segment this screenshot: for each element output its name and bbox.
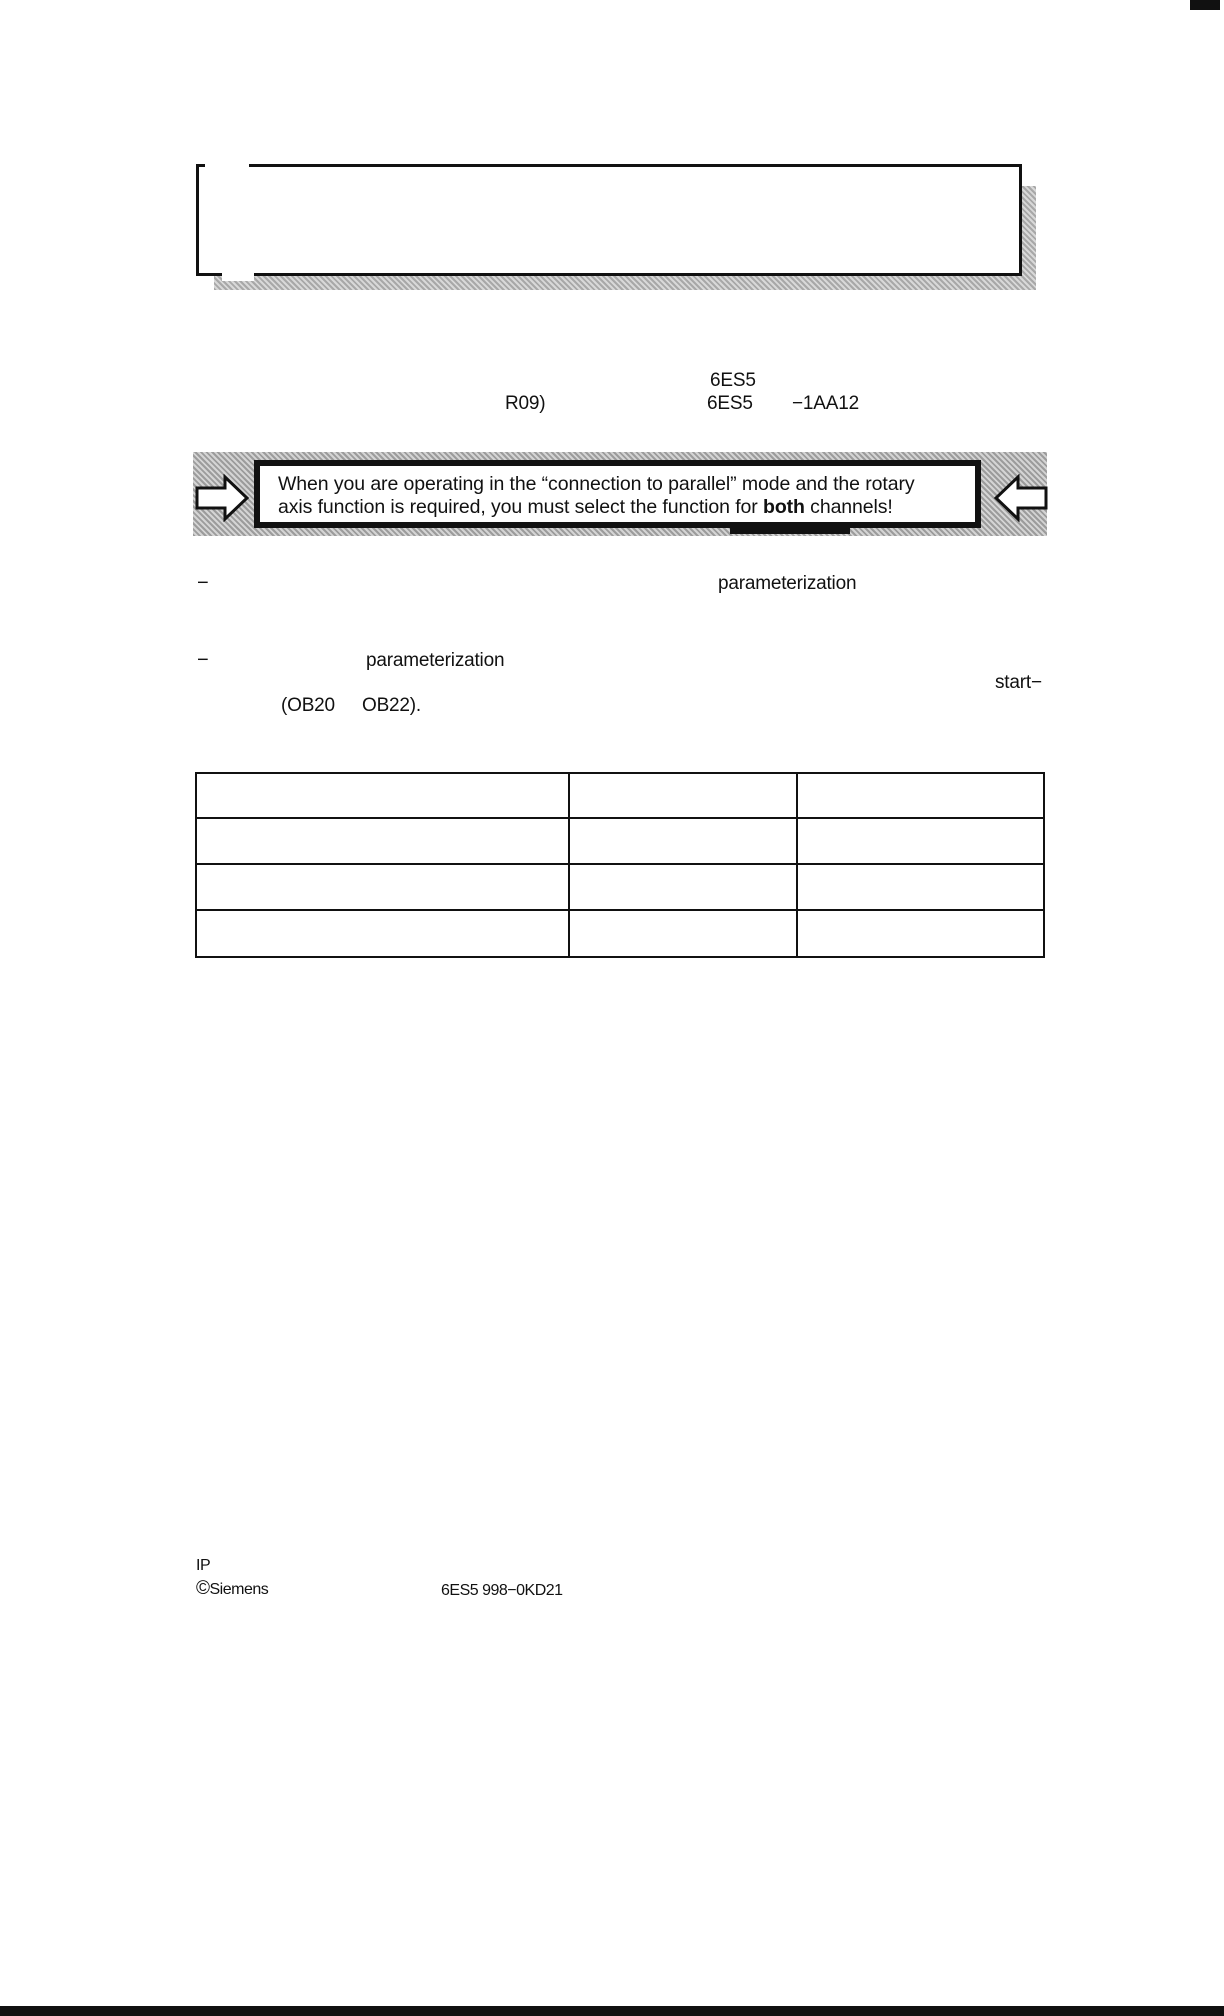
table-cell [569, 910, 797, 957]
parameter-table [195, 772, 1045, 958]
note-line-1: When you are operating in the “connection to parallel” mode and the rotary [278, 473, 915, 495]
table-cell [196, 773, 569, 818]
note-line-2-end: channels! [810, 496, 893, 518]
footer-copyright [196, 1580, 268, 1599]
table-cell [196, 910, 569, 957]
body-version-text: R09) [505, 393, 546, 414]
heading-frame-notch-bottom [222, 273, 254, 281]
body-order-number-1: 6ES5 [710, 370, 756, 391]
list-item-1-dash: − [197, 572, 209, 594]
page-bottom-edge [0, 2006, 1224, 2016]
arrow-left-icon [992, 474, 1048, 522]
heading-frame-notch-top [205, 161, 249, 169]
list-item-2-word: parameterization [366, 650, 505, 671]
table-row [196, 864, 1044, 910]
note-line-2-start: axis function is required, you must select the function for [278, 496, 758, 518]
table-row [196, 818, 1044, 864]
body-order-number-2: 6ES5 [707, 393, 753, 414]
list-item-2-ob22: OB22). [362, 695, 421, 716]
list-item-2-ob20: (OB20 [281, 695, 335, 716]
footer-manual-code: IP [196, 1557, 211, 1574]
table-cell [797, 773, 1044, 818]
table-cell [196, 864, 569, 910]
page-corner-mark [1190, 0, 1220, 10]
table-cell [569, 864, 797, 910]
note-emphasis: both [763, 496, 805, 518]
table-row [196, 773, 1044, 818]
note-line-2 [278, 496, 975, 519]
table-cell [569, 818, 797, 864]
list-item-2-dash: − [197, 649, 209, 671]
table-cell [797, 910, 1044, 957]
table-cell [569, 773, 797, 818]
arrow-right-icon [195, 474, 251, 522]
table-row [196, 910, 1044, 957]
heading-frame [196, 164, 1022, 276]
note-box-tab [730, 524, 850, 534]
footer-order-number: 6ES5 998−0KD21 [441, 1582, 563, 1599]
table-cell [196, 818, 569, 864]
note-box [254, 460, 981, 528]
list-item-1-word: parameterization [718, 573, 857, 594]
copyright-icon: © [196, 1578, 210, 1599]
table-cell [797, 864, 1044, 910]
body-order-suffix: −1AA12 [792, 393, 859, 414]
list-item-2-end: start− [995, 672, 1042, 693]
table-cell [797, 818, 1044, 864]
footer-company: Siemens [209, 1581, 269, 1598]
